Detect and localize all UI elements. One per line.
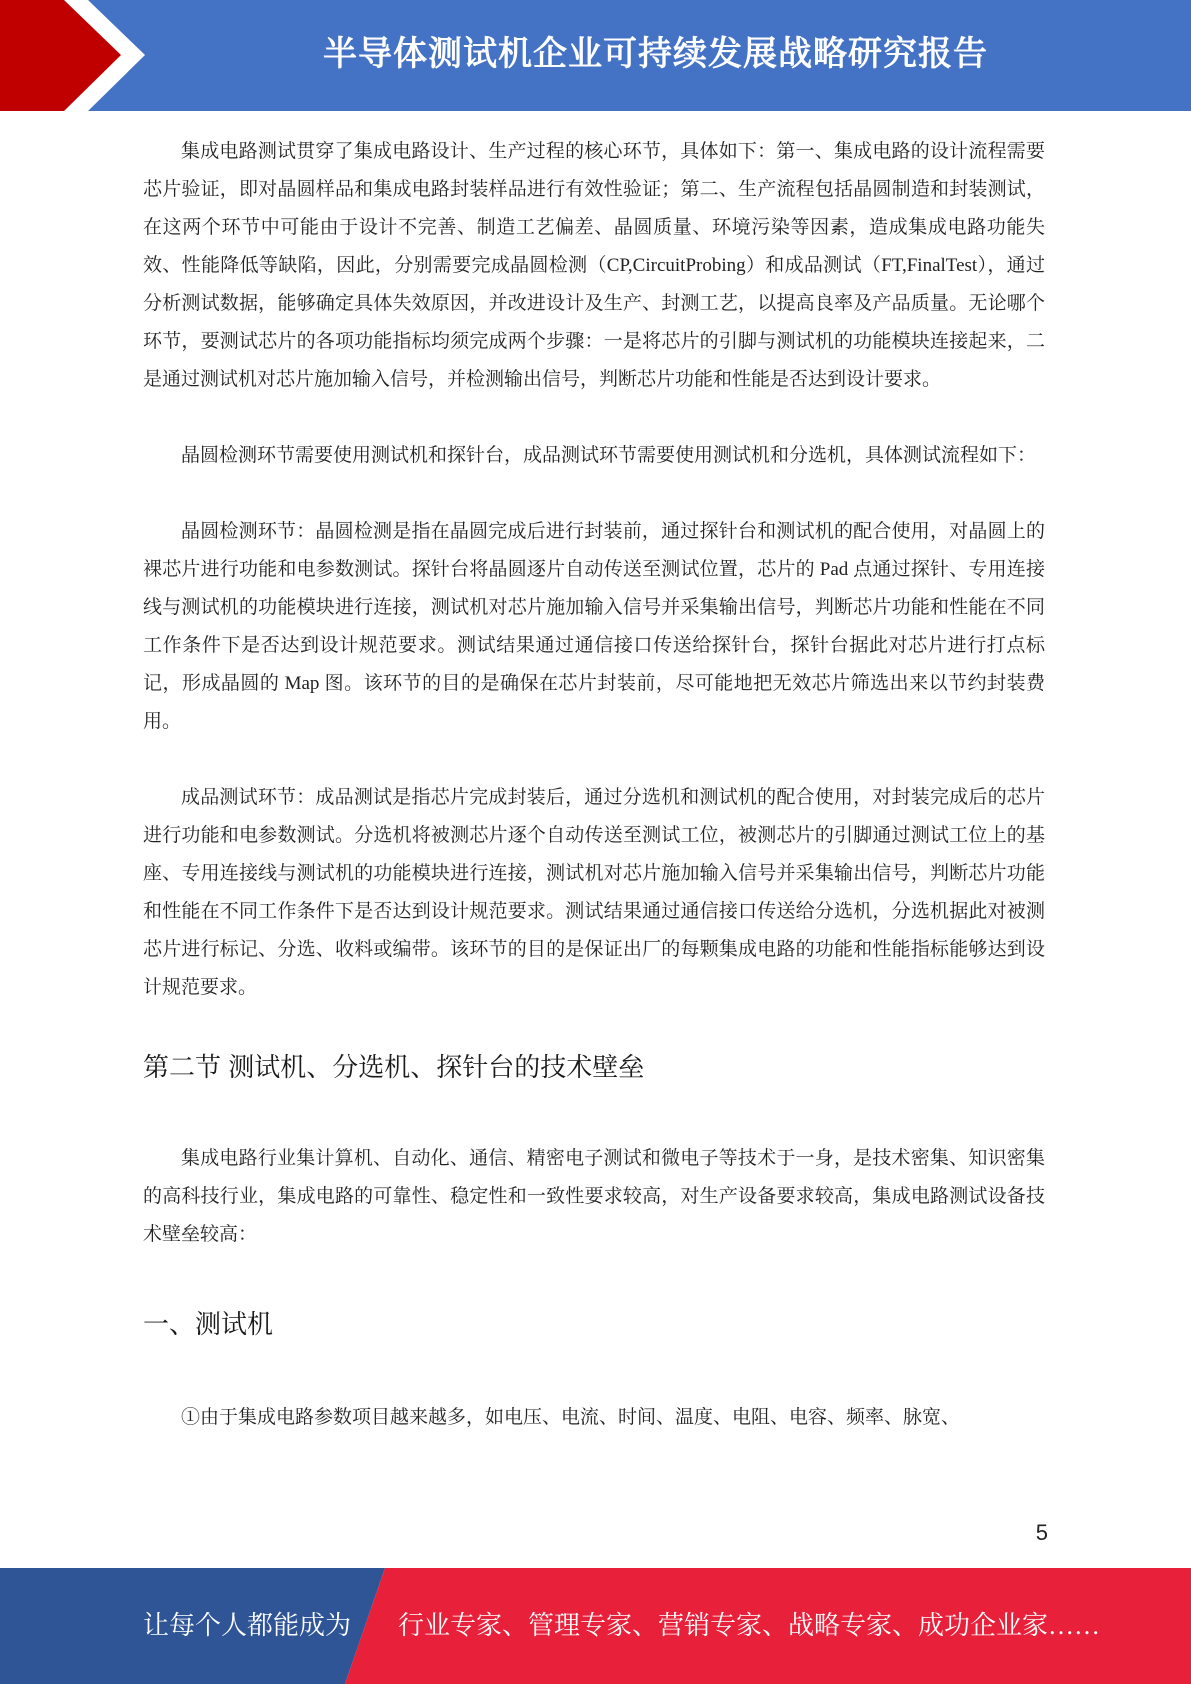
subsection-heading: 一、测试机 [143,1309,274,1339]
paragraph-test-process-intro: 晶圆检测环节需要使用测试机和探针台，成品测试环节需要使用测试机和分选机，具体测试流程如下： [181,445,1037,466]
header-banner [0,0,1191,111]
footer-banner [0,1568,1191,1684]
document-body [143,133,1045,1437]
footer-slogan-left: 让每个人都能成为 [143,1611,352,1640]
paragraph-final-test: 成品测试环节：成品测试是指芯片完成封装后，通过分选机和测试机的配合使用，对封装完成后的芯片进行功能和电参数测试。分选机将被测芯片逐个自动传送至测试工位，被测芯片的引脚通过测试工位上的基座、专用连接线与测试机的功能模块进行连接，测试机对芯片施加输入信号并采集输出信号，判断芯片功能和性能在不同工作条件下是否达到设计规范要求。测试结果通过通信接口传送给分选机，分选机据此对被测芯片进行标记、分选、收料或编带。该环节的目的是保证出厂的每颗集成电路的功能和性能指标能够达到设计规范要求。 [143,787,1045,998]
section-heading: 第二节 测试机、分选机、探针台的技术壁垒 [143,1052,645,1082]
page-number: 5 [1035,1520,1048,1545]
paragraph-wafer-probing: 晶圆检测环节：晶圆检测是指在晶圆完成后进行封装前，通过探针台和测试机的配合使用，对晶圆上的裸芯片进行功能和电参数测试。探针台将晶圆逐片自动传送至测试位置，芯片的 Pad 点通过探针、专用连接线与测试机的功能模块进行连接，测试机对芯片施加输入信号并采集输出信号，判断芯片功能和性能在不同工作条件下是否达到设计规范要求。测试结果通过通信接口传送给探针台，探针台据此对芯片进行打点标记，形成晶圆的 Map 图。该环节的目的是确保在芯片封装前，尽可能地把无效芯片筛选出来以节约封装费用。 [143,521,1045,732]
paragraph-ic-testing-overview: 集成电路测试贯穿了集成电路设计、生产过程的核心环节，具体如下：第一、集成电路的设计流程需要芯片验证，即对晶圆样品和集成电路封装样品进行有效性验证；第二、生产流程包括晶圆制造和封装测试，在这两个环节中可能由于设计不完善、制造工艺偏差、晶圆质量、环境污染等因素，造成集成电路功能失效、性能降低等缺陷，因此，分别需要完成晶圆检测（CP,CircuitProbing）和成品测试（FT,FinalTest），通过分析测试数据，能够确定具体失效原因，并改进设计及生产、封测工艺，以提高良率及产品质量。无论哪个环节，要测试芯片的各项功能指标均须完成两个步骤：一是将芯片的引脚与测试机的功能模块连接起来，二是通过测试机对芯片施加输入信号，并检测输出信号，判断芯片功能和性能是否达到设计要求。 [143,141,1045,390]
paragraph-tester-point-1: ①由于集成电路参数项目越来越多，如电压、电流、时间、温度、电阻、电容、频率、脉宽、 [181,1407,961,1428]
footer-slogan-right: 行业专家、管理专家、营销专家、战略专家、成功企业家…… [398,1611,1101,1640]
paragraph-section-intro: 集成电路行业集计算机、自动化、通信、精密电子测试和微电子等技术于一身，是技术密集、知识密集的高科技行业，集成电路的可靠性、稳定性和一致性要求较高，对生产设备要求较高，集成电路测试设备技术壁垒较高： [143,1148,1045,1245]
report-title: 半导体测试机企业可持续发展战略研究报告 [323,35,988,73]
